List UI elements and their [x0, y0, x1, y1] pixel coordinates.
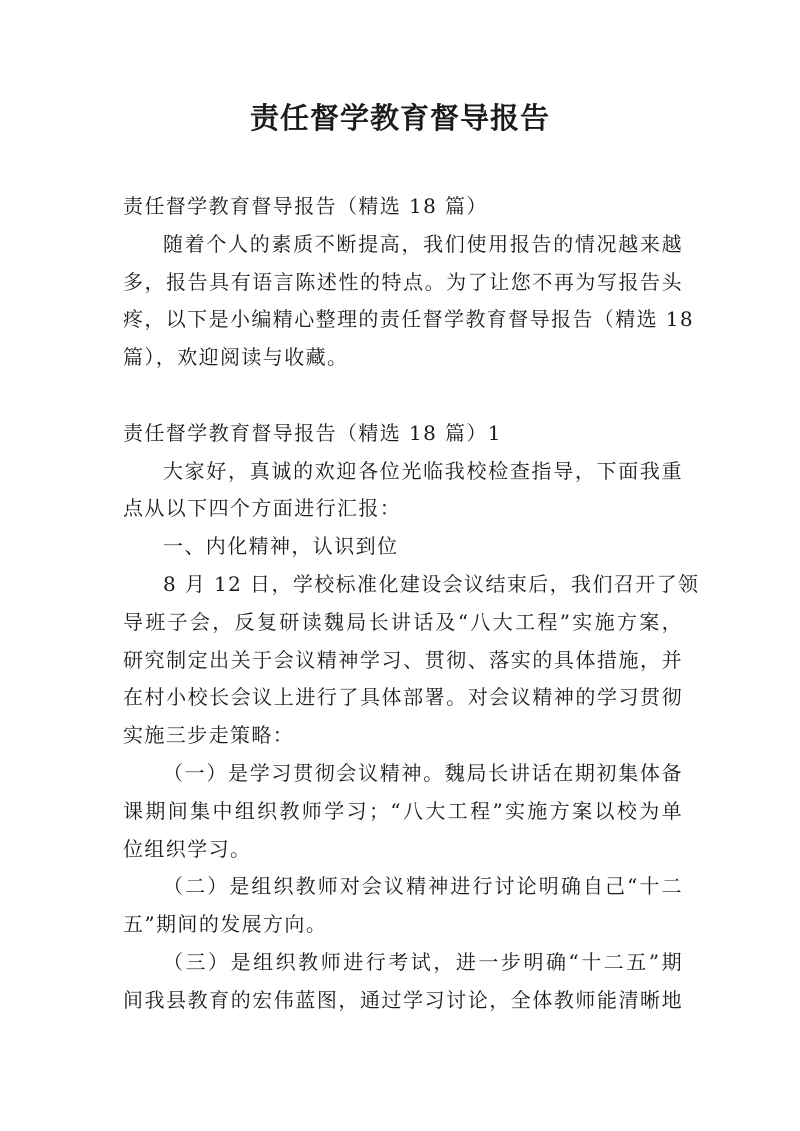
- document-title: 责任督学教育督导报告: [249, 101, 550, 135]
- step-three-line: 间我县教育的宏伟蓝图，通过学习讨论，全体教师能清晰地: [123, 987, 683, 1012]
- greeting-line: 大家好，真诚的欢迎各位光临我校检查指导，下面我重: [163, 458, 683, 483]
- point-one-heading: 一、内化精神，认识到位: [163, 534, 399, 559]
- paragraph-gap: [123, 377, 683, 415]
- step-two-line: （二）是组织教师对会议精神进行讨论明确自己“十二: [163, 874, 683, 899]
- intro-line: 篇），欢迎阅读与收藏。: [123, 345, 349, 370]
- point-one-line: 8 月 12 日，学校标准化建设会议结束后，我们召开了领: [163, 571, 700, 596]
- section-heading: 责任督学教育督导报告（精选 18 篇）1: [123, 420, 502, 445]
- step-three-line: （三）是组织教师进行考试，进一步明确“十二五”期: [163, 949, 683, 974]
- point-one-line: 导班子会，反复研读魏局长讲话及“八大工程”实施方案，: [123, 609, 683, 634]
- step-one-line: （一）是学习贯彻会议精神。魏局长讲话在期初集体备: [163, 760, 683, 785]
- intro-line: 多，报告具有语言陈述性的特点。为了让您不再为写报告头: [123, 269, 683, 294]
- document-subtitle: 责任督学教育督导报告（精选 18 篇）: [123, 194, 488, 218]
- point-one-line: 研究制定出关于会议精神学习、贯彻、落实的具体措施，并: [123, 647, 683, 672]
- intro-line: 随着个人的素质不断提高，我们使用报告的情况越来越: [163, 231, 683, 256]
- point-one-line: 在村小校长会议上进行了具体部署。对会议精神的学习贯彻: [123, 685, 683, 710]
- greeting-line: 点从以下四个方面进行汇报：: [123, 496, 402, 521]
- step-one-line: 位组织学习。: [123, 836, 252, 861]
- document-body: [123, 188, 700, 1020]
- intro-line: 疼，以下是小编精心整理的责任督学教育督导报告（精选 18: [123, 307, 695, 332]
- point-one-line: 实施三步走策略：: [123, 723, 295, 748]
- step-two-line: 五”期间的发展方向。: [123, 912, 328, 937]
- step-one-line: 课期间集中组织教师学习；“八大工程”实施方案以校为单: [123, 798, 683, 823]
